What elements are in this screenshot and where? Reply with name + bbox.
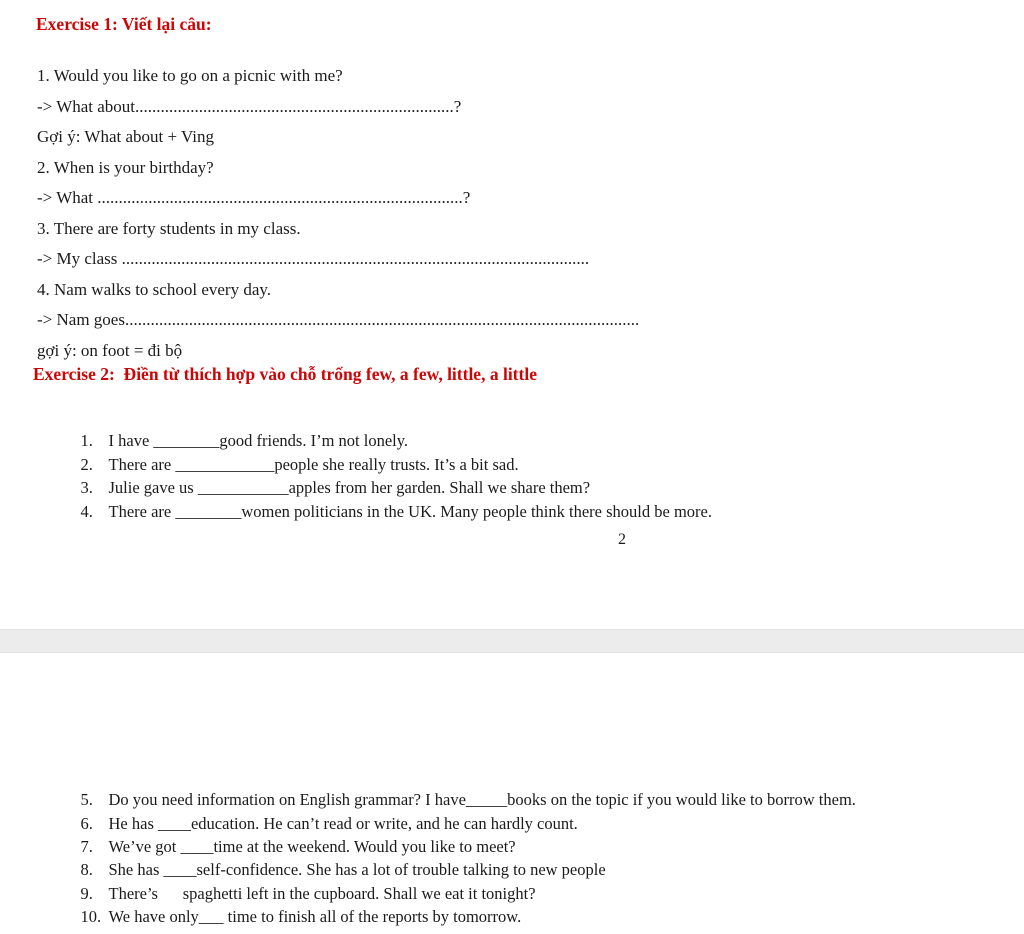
text-line: -> What ......................................................................................? xyxy=(37,188,471,207)
list-item-number: 3. xyxy=(80,478,93,497)
text-line: -> Nam goes......................................................................................................................... xyxy=(37,310,640,329)
text-line: 4. Nam walks to school every day. xyxy=(37,280,272,299)
list-item xyxy=(64,482,712,542)
page-break-gap xyxy=(0,629,1024,653)
list-item-number: 2. xyxy=(80,455,93,474)
list-item-text: We have only___ time to finish all of the reports by tomorrow. xyxy=(108,907,522,926)
list-item-number: 1. xyxy=(80,431,93,450)
list-item-number: 10. xyxy=(80,907,102,926)
list-item-text: She has ____self-confidence. She has a lot of trouble talking to new people xyxy=(108,860,606,879)
text-line: Gợi ý: What about + Ving xyxy=(37,127,214,146)
text-line: 3. There are forty students in my class. xyxy=(37,219,301,238)
list-item-number: 4. xyxy=(80,502,93,521)
list-item-text: There are ________women politicians in the UK. Many people think there should be more. xyxy=(108,502,712,521)
list-item-number: 5. xyxy=(80,790,93,809)
list-item-text: He has ____education. He can’t read or write, and he can hardly count. xyxy=(108,814,578,833)
list-item-number: 8. xyxy=(80,860,93,879)
text-line: 2. When is your birthday? xyxy=(37,158,214,177)
text-line: -> What about...........................................................................? xyxy=(37,97,462,116)
exercise2-heading: Exercise 2: Điền từ thích hợp vào chỗ trống few, a few, little, a little xyxy=(33,364,537,384)
list-item-number: 9. xyxy=(80,884,93,903)
text-line: 1. Would you like to go on a picnic with me? xyxy=(37,66,343,85)
list-item-text: There’s spaghetti left in the cupboard. Shall we eat it tonight? xyxy=(108,884,536,903)
text-line: -> My class .............................................................................................................. xyxy=(37,249,590,268)
list-item-text: Julie gave us ___________apples from her garden. Shall we share them? xyxy=(108,478,591,497)
list-item xyxy=(64,887,521,934)
list-item-text: Do you need information on English grammar? I have_____books on the topic if you would like to borrow them. xyxy=(108,790,856,809)
exercise1-heading: Exercise 1: Viết lại câu: xyxy=(36,14,212,34)
list-item-number: 6. xyxy=(80,814,93,833)
list-item-text: We’ve got ____time at the weekend. Would you like to meet? xyxy=(108,837,516,856)
list-item-number: 7. xyxy=(80,837,93,856)
list-item-text: There are ____________people she really trusts. It’s a bit sad. xyxy=(108,455,519,474)
text-line: gợi ý: on foot = đi bộ xyxy=(37,341,183,360)
page-number: 2 xyxy=(618,531,626,548)
list-item-text: I have ________good friends. I’m not lonely. xyxy=(108,431,409,450)
